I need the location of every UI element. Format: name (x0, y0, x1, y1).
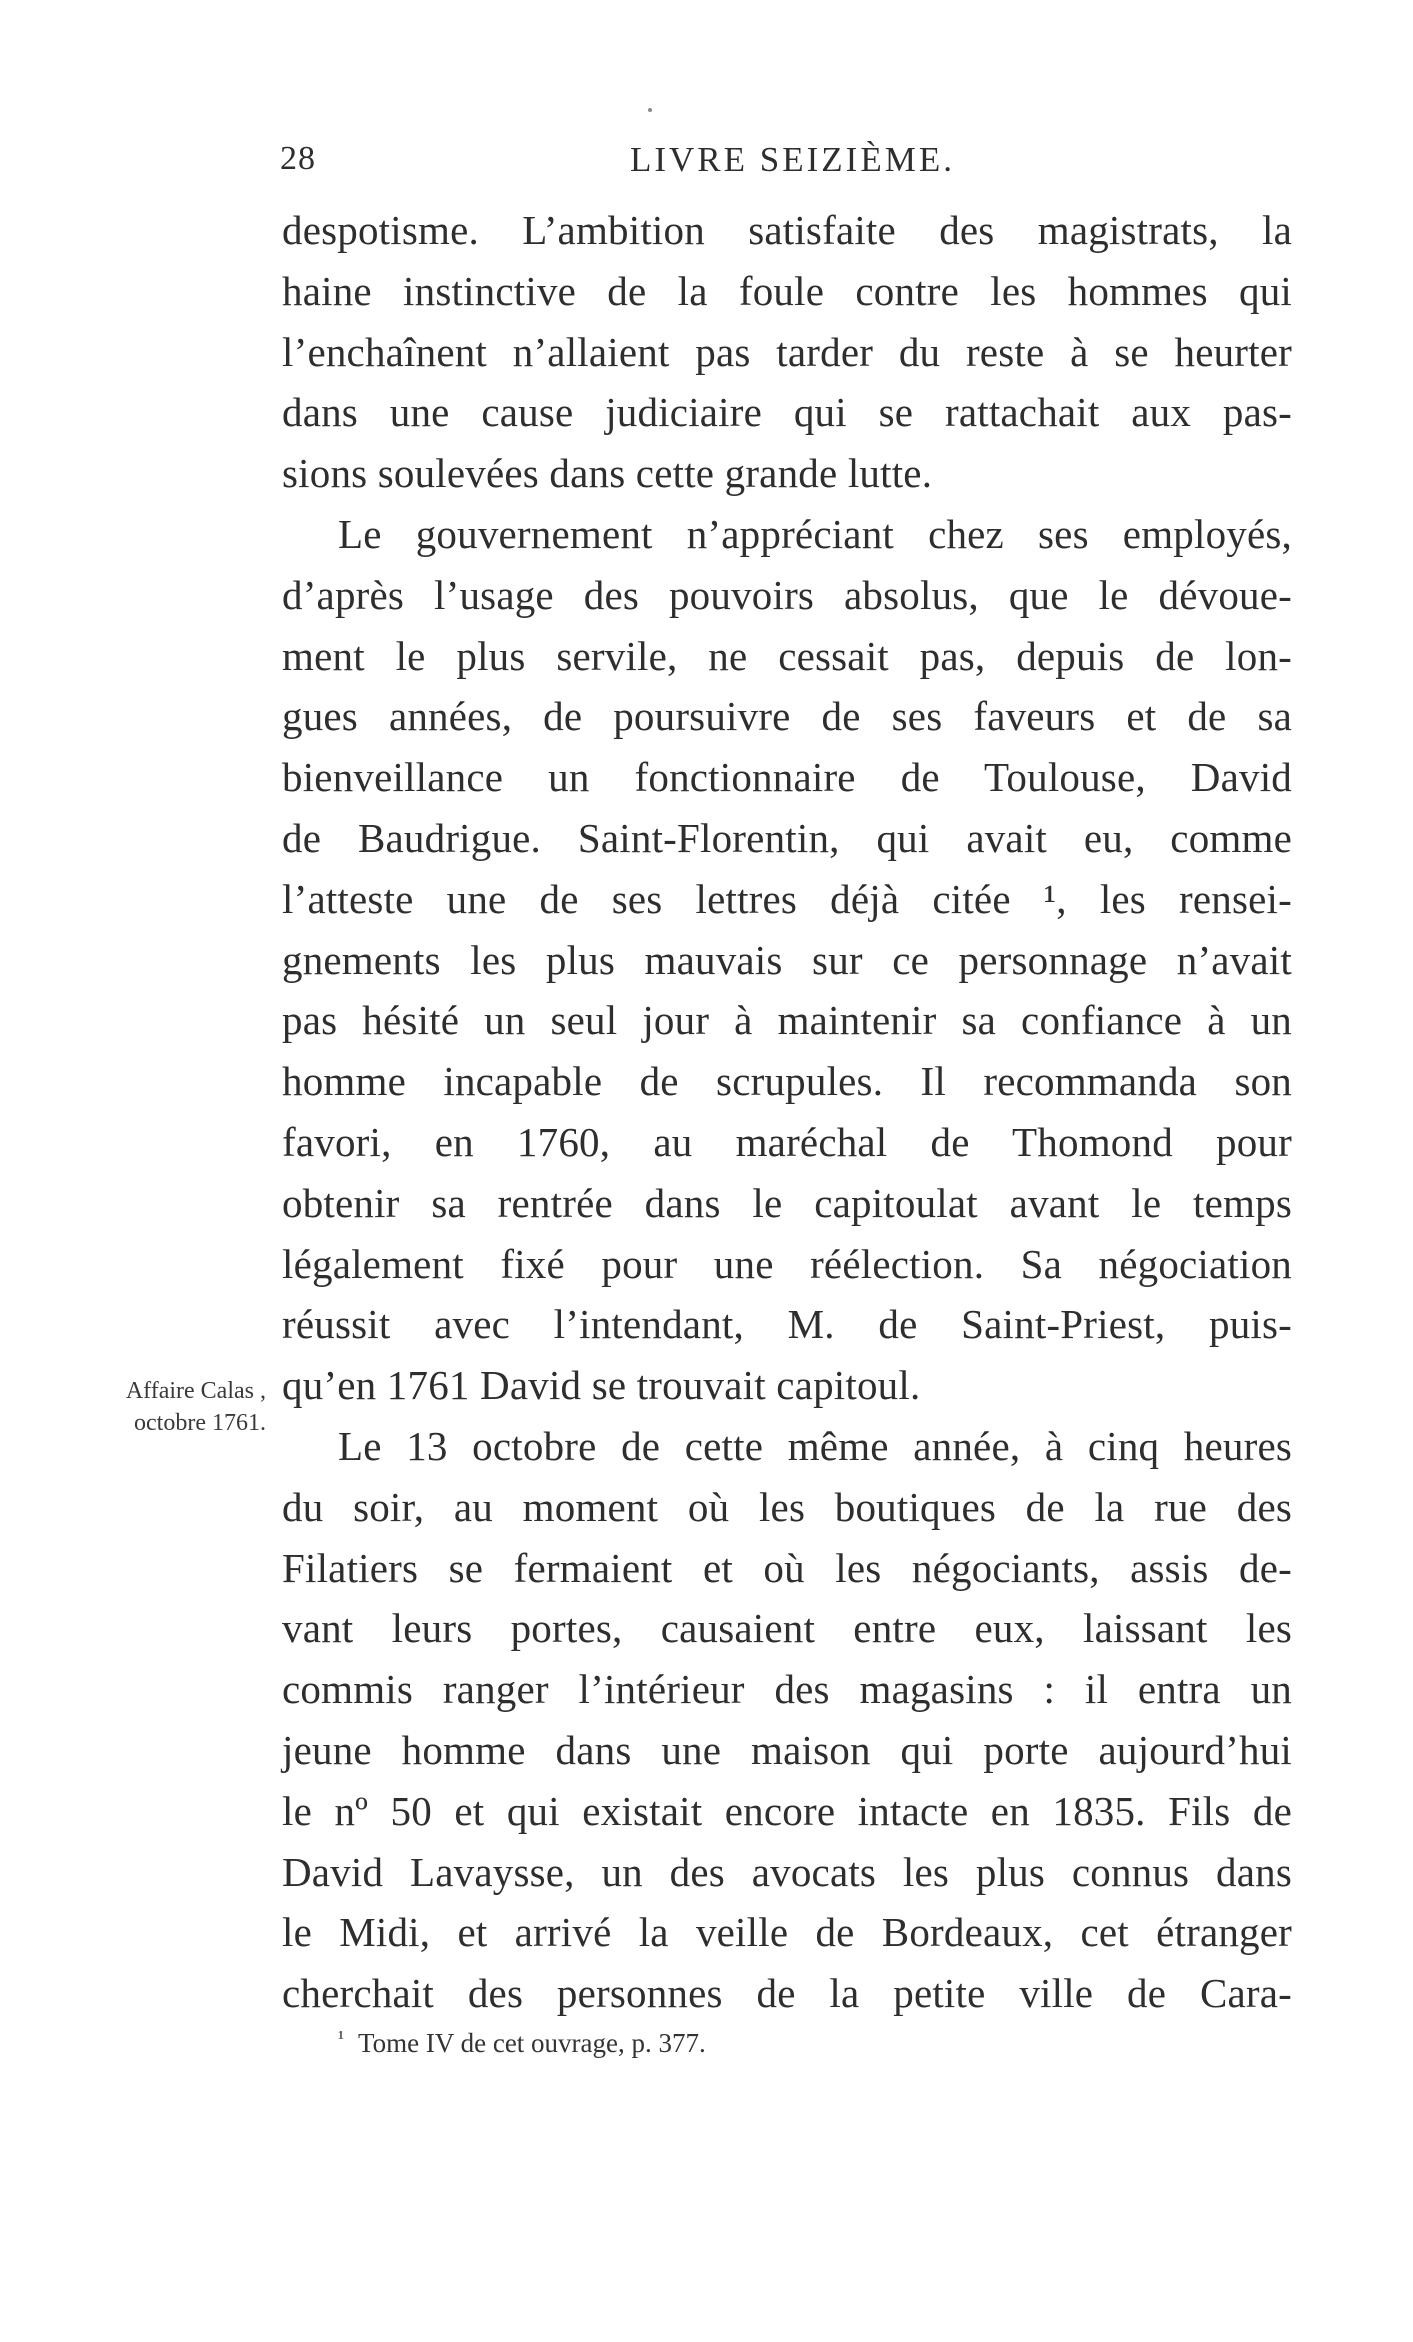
page-header (280, 140, 980, 190)
text-line: du soir, au moment où les boutiques de la rue des (282, 1483, 1292, 1530)
footnote-text: Tome IV de cet ouvrage, p. 377. (358, 2028, 706, 2058)
text-line: favori, en 1760, au maréchal de Thomond pour (282, 1118, 1292, 1165)
text-line: gues années, de poursuivre de ses faveurs et de sa (282, 693, 1292, 740)
text-line: Le gouvernement n’appréciant chez ses employés, (338, 510, 1292, 557)
margin-note (66, 1375, 266, 1439)
text-line: réussit avec l’intendant, M. de Saint-Priest, puis- (282, 1301, 1292, 1348)
text-line: jeune homme dans une maison qui porte aujourd’hui (282, 1726, 1292, 1773)
text-line: l’enchaînent n’allaient pas tarder du reste à se heurter (282, 328, 1292, 375)
text-line: commis ranger l’intérieur des magasins : il entra un (282, 1666, 1292, 1713)
text-line: l’atteste une de ses lettres déjà citée ¹, les rensei- (282, 875, 1292, 922)
text-line: légalement fixé pour une réélection. Sa négociation (282, 1240, 1292, 1287)
text-line: David Lavaysse, un des avocats les plus connus dans (282, 1848, 1292, 1895)
text-line: gnements les plus mauvais sur ce personnage n’avait (282, 936, 1292, 983)
text-line: qu’en 1761 David se trouvait capitoul. (282, 1362, 921, 1409)
running-title: LIVRE SEIZIÈME. (630, 140, 955, 179)
text-line: vant leurs portes, causaient entre eux, laissant les (282, 1605, 1292, 1652)
body-text (282, 200, 1292, 2024)
text-line: Le 13 octobre de cette même année, à cinq heures (338, 1422, 1292, 1469)
text-line: le nº 50 et qui existait encore intacte en 1835. Fils de (282, 1787, 1292, 1834)
text-line: obtenir sa rentrée dans le capitoulat avant le temps (282, 1179, 1292, 1226)
text-line: de Baudrigue. Saint-Florentin, qui avait eu, comme (282, 814, 1292, 861)
footnote (338, 2028, 706, 2059)
text-line: bienveillance un fonctionnaire de Toulouse, David (282, 754, 1292, 801)
text-line: pas hésité un seul jour à maintenir sa confiance à un (282, 997, 1292, 1044)
margin-note-line: Affaire Calas , (125, 1378, 266, 1404)
text-line: despotisme. L’ambition satisfaite des magistrats, la (282, 207, 1292, 253)
text-line: Filatiers se fermaient et où les négociants, assis de- (282, 1544, 1292, 1591)
text-line: cherchait des personnes de la petite ville de Cara- (282, 1970, 1292, 2017)
page-number: 28 (280, 140, 316, 177)
text-line: dans une cause judiciaire qui se rattachait aux pas- (282, 389, 1292, 436)
text-line: d’après l’usage des pouvoirs absolus, que le dévoue- (282, 571, 1292, 618)
margin-note-line: octobre 1761. (134, 1410, 266, 1436)
text-line: homme incapable de scrupules. Il recommanda son (282, 1058, 1292, 1105)
print-speck (648, 108, 652, 112)
text-line: ment le plus servile, ne cessait pas, depuis de lon- (282, 632, 1292, 679)
footnote-marker: ¹ (338, 2027, 344, 2049)
text-line: sions soulevées dans cette grande lutte. (282, 450, 933, 497)
text-line: haine instinctive de la foule contre les hommes qui (282, 267, 1292, 314)
text-line: le Midi, et arrivé la veille de Bordeaux, cet étranger (282, 1909, 1292, 1956)
